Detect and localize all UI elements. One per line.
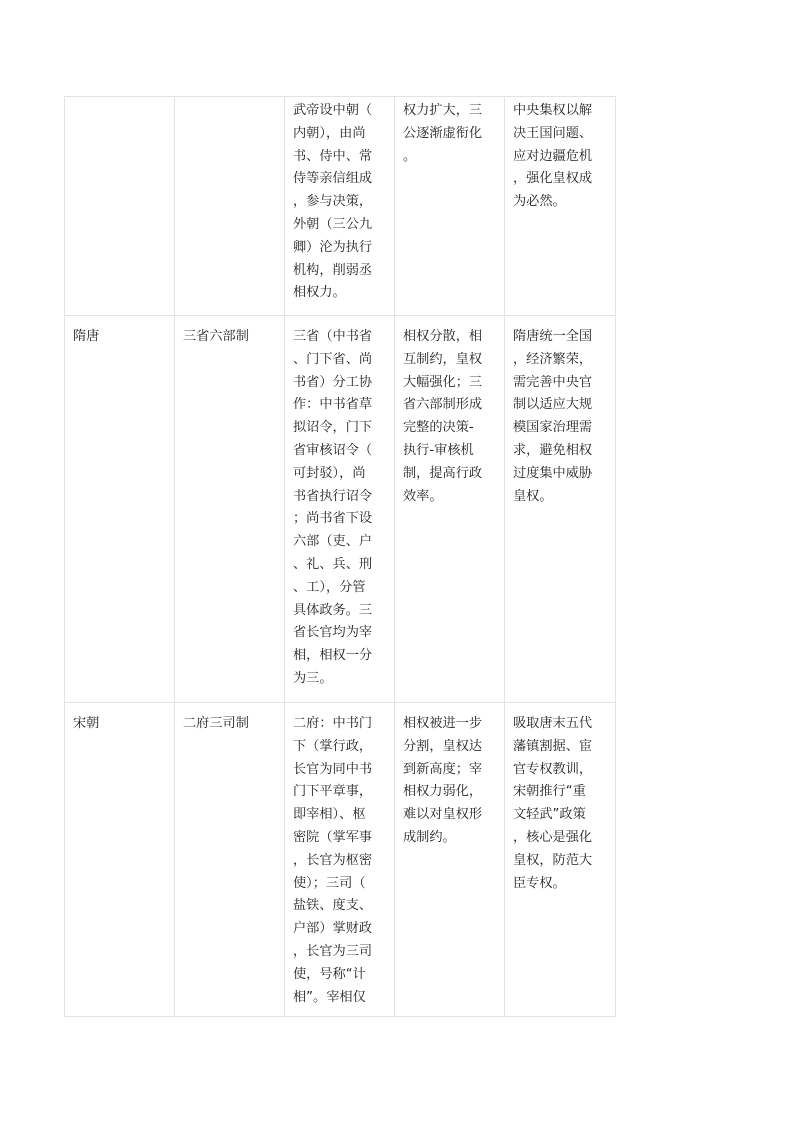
- cell-text-line: 互制约，皇权: [403, 351, 483, 367]
- table-row: [65, 703, 616, 1017]
- cell-text-line: 、礼、兵、刑: [293, 556, 373, 572]
- cell-text-line: 相”。宰相仅: [293, 989, 366, 1005]
- cell-text-line: ；尚书省下设: [293, 511, 373, 527]
- table-cell-reason: [505, 97, 616, 316]
- table-row: [65, 97, 616, 316]
- cell-text-line: 中央集权以解: [513, 103, 593, 118]
- cell-text-line: 六部（吏、户: [293, 534, 373, 550]
- cell-text-line: 臣专权。: [513, 875, 566, 891]
- cell-text-line: 户部）掌财政: [293, 921, 373, 937]
- cell-text-line: 卿）沦为执行: [293, 239, 373, 255]
- table-cell-system: [175, 316, 285, 703]
- cell-text-line: 盐铁、度支、: [293, 898, 373, 914]
- cell-text-line: 需完善中央官: [513, 374, 593, 390]
- table-body: [65, 97, 616, 1017]
- cell-text-line: 二府三司制: [183, 716, 249, 731]
- cell-text-line: 到新高度；宰: [403, 761, 483, 777]
- cell-text-line: 使）；三司（: [293, 875, 366, 891]
- cell-text-line: 省长官均为宰: [293, 625, 373, 641]
- table-cell-system: [175, 97, 285, 316]
- cell-text-line: 门下平章事，: [293, 784, 373, 800]
- cell-text-line: 相，相权一分: [293, 648, 373, 664]
- cell-text-line: ，核心是强化: [513, 829, 593, 845]
- cell-text-line: 即宰相）、枢: [293, 807, 366, 823]
- table-cell-impact: [395, 703, 505, 1017]
- cell-text-line: 制，提高行政: [403, 465, 483, 481]
- cell-text-line: 模国家治理需: [513, 420, 593, 436]
- cell-text-line: 分割，皇权达: [403, 738, 483, 754]
- cell-text-line: 成制约。: [403, 829, 456, 845]
- table-cell-dynasty: [65, 316, 175, 703]
- cell-text-line: 文轻武”政策: [513, 807, 586, 823]
- cell-text-line: 内朝），由尚: [293, 125, 366, 141]
- cell-text-line: 具体政务。三: [293, 602, 373, 618]
- table-cell-dynasty: [65, 97, 175, 316]
- table-cell-reason: [505, 316, 616, 703]
- table-cell-dynasty: [65, 703, 175, 1017]
- cell-text-line: 、门下省、尚: [293, 351, 373, 367]
- cell-text-line: 、工），分管: [293, 579, 366, 595]
- cell-text-line: 长官为同中书: [293, 761, 373, 777]
- table-cell-content: [285, 316, 395, 703]
- cell-text-line: 藩镇割据、宦: [513, 738, 593, 754]
- table-cell-impact: [395, 97, 505, 316]
- cell-text-line: 执行-审核机: [403, 442, 474, 458]
- cell-text-line: 二府：中书门: [293, 716, 373, 731]
- cell-text-line: 求，避免相权: [513, 442, 593, 458]
- cell-text-line: 吸取唐末五代: [513, 716, 593, 731]
- cell-text-line: 。: [403, 148, 417, 164]
- cell-text-line: 武帝设中朝（: [293, 103, 373, 118]
- cell-text-line: 皇权，防范大: [513, 852, 593, 868]
- cell-text-line: 制以适应大规: [513, 397, 593, 413]
- cell-text-line: 书省执行诏令: [293, 488, 373, 504]
- table-cell-content: [285, 97, 395, 316]
- cell-text-line: 书省）分工协: [293, 374, 373, 390]
- table-cell-content: [285, 703, 395, 1017]
- cell-text-line: 省六部制形成: [403, 397, 483, 413]
- cell-text-line: 作：中书省草: [293, 397, 373, 413]
- cell-text-line: 过度集中威胁: [513, 465, 593, 481]
- cell-text-line: ，长官为枢密: [293, 852, 373, 868]
- table-cell-impact: [395, 316, 505, 703]
- cell-text-line: 可封驳），尚: [293, 465, 366, 481]
- cell-text-line: 难以对皇权形: [403, 807, 483, 823]
- cell-text-line: 书、侍中、常: [293, 148, 373, 164]
- cell-text-line: 机构，削弱丞: [293, 262, 373, 278]
- cell-text-line: ，参与决策，: [293, 194, 373, 210]
- cell-text-line: 相权力弱化，: [403, 784, 483, 800]
- cell-text-line: 三省六部制: [183, 329, 249, 344]
- history-comparison-table: [64, 96, 616, 1017]
- cell-text-line: ，强化皇权成: [513, 171, 593, 187]
- cell-text-line: 密院（掌军事: [293, 829, 373, 845]
- cell-text-line: 皇权。: [513, 488, 553, 504]
- cell-text-line: 权力扩大，三: [403, 103, 483, 118]
- cell-text-line: 为必然。: [513, 194, 566, 210]
- cell-text-line: 公逐渐虚衔化: [403, 125, 483, 141]
- cell-text-line: 外朝（三公九: [293, 216, 373, 232]
- table-cell-system: [175, 703, 285, 1017]
- cell-text-line: 为三。: [293, 670, 333, 686]
- cell-text-line: 应对边疆危机: [513, 148, 593, 164]
- cell-text-line: 隋唐: [73, 329, 100, 344]
- cell-text-line: 三省（中书省: [293, 329, 373, 344]
- cell-text-line: ，长官为三司: [293, 943, 373, 959]
- cell-text-line: 宋朝: [73, 716, 100, 731]
- cell-text-line: 完整的决策-: [403, 420, 474, 436]
- cell-text-line: 使，号称“计: [293, 966, 366, 982]
- table-cell-reason: [505, 703, 616, 1017]
- cell-text-line: 拟诏令，门下: [293, 420, 373, 436]
- cell-text-line: ，经济繁荣，: [513, 351, 593, 367]
- cell-text-line: 侍等亲信组成: [293, 171, 373, 187]
- cell-text-line: 省审核诏令（: [293, 442, 373, 458]
- cell-text-line: 宋朝推行“重: [513, 784, 586, 800]
- cell-text-line: 官专权教训，: [513, 761, 593, 777]
- cell-text-line: 相权被进一步: [403, 716, 483, 731]
- cell-text-line: 相权分散，相: [403, 329, 483, 344]
- table-row: [65, 316, 616, 703]
- cell-text-line: 隋唐统一全国: [513, 329, 593, 344]
- cell-text-line: 大幅强化；三: [403, 374, 483, 390]
- cell-text-line: 效率。: [403, 488, 443, 504]
- cell-text-line: 相权力。: [293, 285, 346, 301]
- cell-text-line: 下（掌行政，: [293, 738, 373, 754]
- cell-text-line: 决王国问题、: [513, 125, 593, 141]
